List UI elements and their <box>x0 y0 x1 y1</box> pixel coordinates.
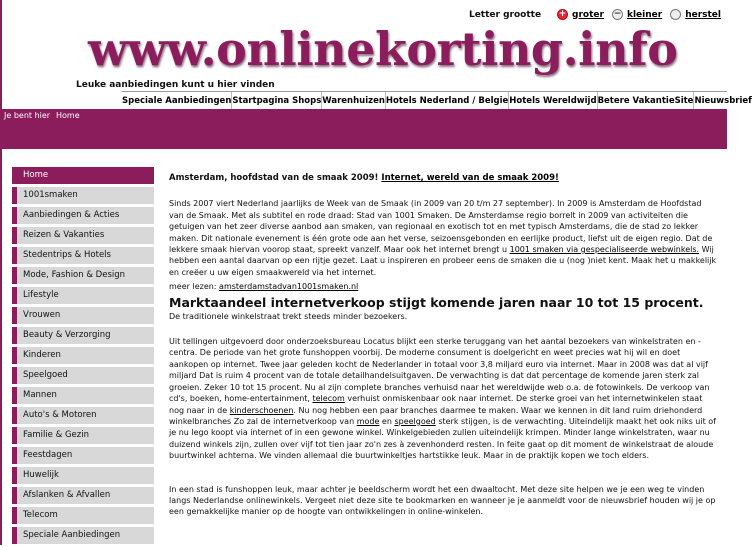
more-reading <box>169 281 717 292</box>
breadcrumb-label: Je bent hier <box>4 111 51 120</box>
amsterdam-link[interactable]: amsterdamstadvan1001smaken.nl <box>219 282 359 292</box>
article2-title: Marktaandeel internetverkoop stijgt komende jaren naar 10 tot 15 procent. <box>169 294 704 310</box>
sidebar-item-familie[interactable]: Familie & Gezin <box>12 427 154 444</box>
sidebar-item-huwelijk[interactable]: Huwelijk <box>12 467 154 484</box>
sidebar-item-telecom[interactable]: Telecom <box>12 507 154 524</box>
reset-icon[interactable] <box>670 9 681 20</box>
font-smaller-link[interactable]: kleiner <box>626 9 663 20</box>
nav-betere-vakantiesite[interactable]: Betere VakantieSite <box>597 92 694 110</box>
tagline: Leuke aanbiedingen kunt u hier vinden <box>76 80 275 90</box>
article1-text: Sinds 2007 viert Nederland jaarlijks de Week van de Smaak (in 2009 van 20 t/m 27 september). In 2009 is Amsterdam de Hoofdstad van de Smaak. Met als subtitel en rode draad: Stad van 1001 Smaken. De Amsterdamse regio borrelt in 2009 van activiteiten die getuigen van het zeer diverse aanbod aan smaken, van regionaal en exotisch tot en met typisch Amsterdams, die de stad zo lekker maken. Dit nationale evenement is één grote ode aan het verse, seizoensgebonden en eerlijke product, liefst uit de eigen regio. Dat de lekkere smaak hiervan voorop staat, spreekt vanzelf. Maar ook het internet brengt u <box>169 199 713 255</box>
sidebar-menu <box>12 167 154 547</box>
font-bigger-link[interactable]: groter <box>572 9 604 20</box>
breadcrumb <box>0 109 727 149</box>
article2-text-b: verhuist onmiskenbaar ook naar internet. De sterke groei van het internetwinkelen staat nog naar in de <box>169 394 703 415</box>
sidebar-item-reizen[interactable]: Reizen & Vakanties <box>12 227 154 244</box>
nav-hotels-nederland-belgie[interactable]: Hotels Nederland / Belgie <box>385 92 508 110</box>
article2-text-c: . Nu nog hebben een paar branches daarmee te maken. Waar we kennen in dit land ruim driehonderd winkelbranches Zo zal de internetverkoop van <box>169 405 703 426</box>
kinderschoenen-link[interactable]: kinderschoenen <box>229 405 294 415</box>
sidebar-item-home[interactable]: Home <box>12 167 154 184</box>
main-nav <box>122 91 752 111</box>
plus-icon[interactable]: + <box>558 9 567 19</box>
smaken-webwinkels-link[interactable]: 1001 smaken via gespecialiseerde webwinkels. <box>509 245 700 255</box>
article1-body <box>169 198 717 278</box>
sidebar-item-mode[interactable]: Mode, Fashion & Design <box>12 267 154 284</box>
sidebar-item-stedentrips[interactable]: Stedentrips & Hotels <box>12 247 154 264</box>
sidebar-item-feestdagen[interactable]: Feestdagen <box>12 447 154 464</box>
sidebar-item-mannen[interactable]: Mannen <box>12 387 154 404</box>
article1-title-link[interactable]: Internet, wereld van de smaak 2009! <box>381 173 559 183</box>
article2-text-a: Uit tellingen uitgevoerd door onderzoeksbureau Locatus blijkt een sterke teruggang van het aantal bezoekers van winkelstraten en -centra. De periode van het grote funshoppen voorbij. De moderne consument is doelgericht en weet precies wat hij wil en doet aankopen op internet. Twee jaar geleden kocht de Nederlander in totaal voor 3,8 miljard euro via internet. Maar in 2008 was dat al vijf miljard Dat is ruim 4 procent van de totale detailhandelsuitgaven. De verwachting is dat dat percentage de komende jaren sterk zal groeien. Zeker 10 tot 15 procent. Nu al zijn complete branches verhuisd naar het wereldwijde web o.a. de fotowinkels. De verkoop van cd's, boeken, home-entertainment, <box>169 337 710 404</box>
sidebar-item-vrouwen[interactable]: Vrouwen <box>12 307 154 324</box>
speelgoed-link[interactable]: speelgoed <box>394 416 436 426</box>
nav-startpagina-shops[interactable]: Startpagina Shops <box>231 92 321 110</box>
sidebar-item-1001smaken[interactable]: 1001smaken <box>12 187 154 204</box>
font-reset-option[interactable] <box>670 9 721 20</box>
article2-text-e: sterk stijgen, is de verwachting. Uiteindelijk maakt het ook niks uit of je nu lego koopt via internet of in een gewone winkel. Winkelgebieden zullen uiteindelijk krimpen. Minder lange winkelstraten, waar nu duizend winkels zijn, zullen over vijf tot tien jaar zo'n zes à zevenhonderd resten. In feite gaat op dit moment de winkelstraat de aloude buurtwinkel achterna. We vinden allemaal die buurtwinkeltjes hartstikke leuk. Maar in de praktijk kopen we toch elders. <box>169 416 716 461</box>
article1-heading <box>169 173 717 184</box>
article2-text-d: en <box>381 416 392 426</box>
sidebar-item-kinderen[interactable]: Kinderen <box>12 347 154 364</box>
mode-link[interactable]: mode <box>356 416 380 426</box>
main-content <box>169 173 717 518</box>
sidebar-item-beauty[interactable]: Beauty & Verzorging <box>12 327 154 344</box>
nav-hotels-wereldwijd[interactable]: Hotels Wereldwijd <box>508 92 596 110</box>
sidebar-item-speciale-aanbiedingen[interactable]: Speciale Aanbiedingen <box>12 527 154 544</box>
breadcrumb-current[interactable]: Home <box>56 111 80 120</box>
font-smaller-option[interactable] <box>612 9 662 20</box>
article2-outro: In een stad is funshoppen leuk, maar achter je beeldscherm wordt het een dwaaltocht. Met deze site helpen we je een weg te vinden langs Nederlandse onlinewinkels. Vergeet niet deze site te bookmarken en wanneer je je aanmeldt voor de nieuwsbrief houden wij je op een gemakkelijke manier op de hoogte van ontwikkelingen in online-winkelen. <box>169 484 716 517</box>
article2-body <box>169 336 717 461</box>
more-reading-label: meer lezen: <box>169 282 217 292</box>
minus-icon[interactable]: − <box>613 9 622 19</box>
font-size-bar <box>469 9 721 20</box>
font-reset-link[interactable]: herstel <box>685 9 721 20</box>
sidebar-item-autos[interactable]: Auto's & Motoren <box>12 407 154 424</box>
sidebar-item-afslanken[interactable]: Afslanken & Afvallen <box>12 487 154 504</box>
article1-text-rest: Wij hebben een aantal daarvan op een rijtje gezet. Laat u inspireren en probeer eens de smaken die u (nog )niet kent. Maak het u makkelijk en creëer u uw eigen smaakwereld via het internet. <box>169 245 717 277</box>
sidebar-item-aanbiedingen[interactable]: Aanbiedingen & Acties <box>12 207 154 224</box>
telecom-link[interactable]: telecom <box>312 394 345 404</box>
article2-subtitle: De traditionele winkelstraat trekt steeds minder bezoekers. <box>169 311 408 321</box>
font-size-label: Letter grootte <box>468 9 542 20</box>
nav-speciale-aanbiedingen[interactable]: Speciale Aanbiedingen <box>122 96 232 106</box>
font-bigger-option[interactable] <box>557 9 604 20</box>
site-logo[interactable]: www.onlinekorting.info <box>88 22 678 76</box>
sidebar-item-speelgoed[interactable]: Speelgoed <box>12 367 154 384</box>
nav-nieuwsbrief[interactable]: Nieuwsbrief <box>693 92 751 110</box>
nav-warenhuizen[interactable]: Warenhuizen <box>321 92 385 110</box>
article1-title: Amsterdam, hoofdstad van de smaak 2009! <box>169 173 379 183</box>
sidebar-item-lifestyle[interactable]: Lifestyle <box>12 287 154 304</box>
